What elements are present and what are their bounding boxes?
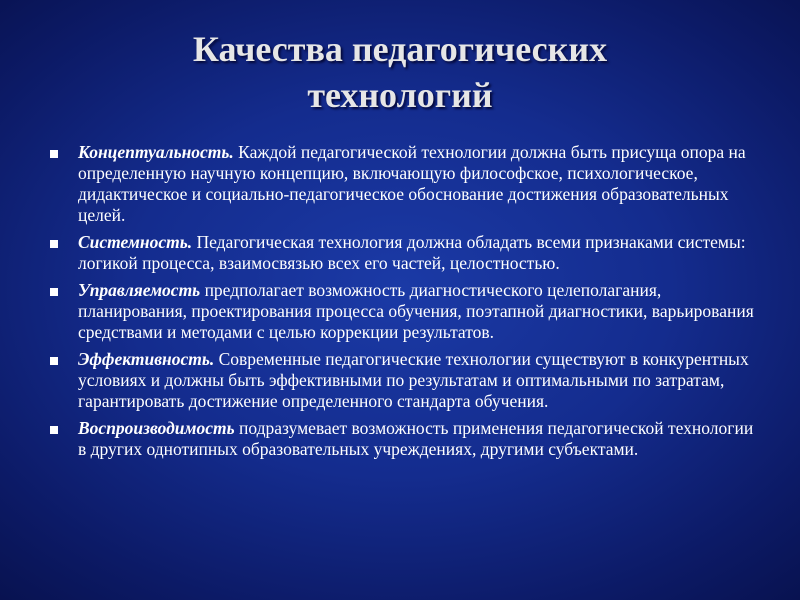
bullet-list — [50, 142, 760, 466]
slide-title-line-1: Качества педагогических — [192, 29, 608, 69]
bullet-term: Концептуальность. — [78, 142, 234, 162]
slide-title — [0, 26, 800, 118]
bullet-text: Современные педагогические технологии существуют в конкурентных условиях и должны быть эффективными по результатам и оптимальными по затратам, гарантировать достижение определенного стандарта обучения. — [78, 349, 749, 411]
bullet-item-conceptuality — [50, 142, 760, 226]
square-bullet-icon — [50, 288, 58, 296]
bullet-term: Эффективность. — [78, 349, 215, 369]
bullet-text: подразумевает возможность применения педагогической технологии в других однотипных образовательных учреждениях, другими субъектами. — [78, 418, 754, 459]
bullet-item-efficiency — [50, 349, 760, 412]
square-bullet-icon — [50, 357, 58, 365]
bullet-item-manageability — [50, 280, 760, 343]
bullet-text: Педагогическая технология должна обладать всеми признаками системы: логикой процесса, взаимосвязью всех его частей, целостностью. — [78, 232, 746, 273]
bullet-item-systemness — [50, 232, 760, 274]
square-bullet-icon — [50, 150, 58, 158]
square-bullet-icon — [50, 240, 58, 248]
bullet-text: предполагает возможность диагностического целеполагания, планирования, проектирования процесса обучения, поэтапной диагностики, варьирования средствами и методами с целью коррекции результатов. — [78, 280, 754, 342]
bullet-term: Системность. — [78, 232, 193, 252]
square-bullet-icon — [50, 426, 58, 434]
bullet-text: Каждой педагогической технологии должна быть присуща опора на определенную научную концепцию, включающую философское, психологическое, дидактическое и социально-педагогическое обоснование достижения образовательных целей. — [78, 142, 746, 225]
bullet-term: Управляемость — [78, 280, 201, 300]
bullet-term: Воспроизводимость — [78, 418, 235, 438]
bullet-item-reproducibility — [50, 418, 760, 460]
slide-title-line-2: технологий — [307, 75, 493, 115]
